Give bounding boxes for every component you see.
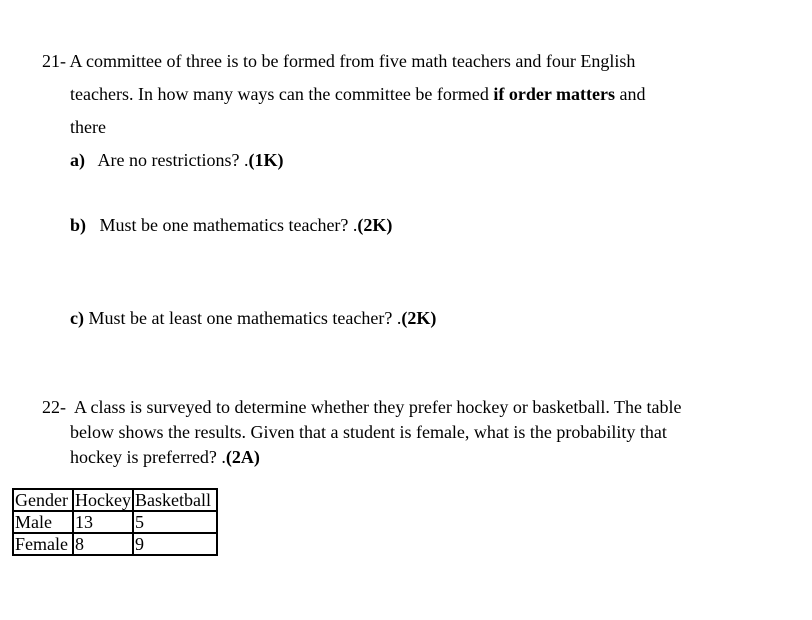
survey-table <box>12 488 218 556</box>
q21-text-line1: A committee of three is to be formed from five math teachers and four English <box>69 51 636 71</box>
q21-c-label: c) <box>70 308 84 328</box>
cell-male-hockey: 13 <box>73 511 133 533</box>
q21-b-label: b) <box>70 215 87 235</box>
header-gender: Gender <box>13 489 73 511</box>
q21-part-b <box>70 214 392 236</box>
cell-female-gender: Female <box>13 533 73 555</box>
q22-line2 <box>70 421 667 443</box>
cell-male-basketball: 5 <box>133 511 217 533</box>
table-row <box>13 511 217 533</box>
q21-a-mark: (1K) <box>248 150 284 170</box>
cell-female-hockey: 8 <box>73 533 133 555</box>
q22-text-line1: A class is surveyed to determine whether they prefer hockey or basketball. The table <box>74 397 682 417</box>
q21-line1 <box>42 50 635 72</box>
q22-line1 <box>42 396 681 418</box>
q22-text-line3: hockey is preferred? . <box>70 447 226 467</box>
q21-a-label: a) <box>70 150 85 170</box>
q21-part-a <box>70 149 283 171</box>
cell-female-basketball: 9 <box>133 533 217 555</box>
q22-mark: (2A) <box>225 447 260 467</box>
q22-line3 <box>70 446 260 468</box>
q21-b-mark: (2K) <box>357 215 393 235</box>
q21-line2 <box>70 83 645 105</box>
cell-male-gender: Male <box>13 511 73 533</box>
q21-text-line2-pre: teachers. In how many ways can the committee be formed <box>70 84 494 104</box>
q21-line3 <box>70 116 106 138</box>
q21-number: 21- <box>42 51 66 71</box>
q21-c-mark: (2K) <box>401 308 437 328</box>
header-hockey: Hockey <box>73 489 133 511</box>
q21-c-text: Must be at least one mathematics teacher? . <box>88 308 402 328</box>
q21-emphasis: if order matters <box>493 84 615 104</box>
q21-text-line2-post: and <box>614 84 646 104</box>
q21-b-text: Must be one mathematics teacher? . <box>99 215 358 235</box>
q21-text-line3: there <box>70 117 106 137</box>
q21-part-c <box>70 307 436 329</box>
q22-text-line2: below shows the results. Given that a student is female, what is the probability that <box>70 422 667 442</box>
q22-number: 22- <box>42 397 66 417</box>
header-basketball: Basketball <box>133 489 217 511</box>
table-header-row <box>13 489 217 511</box>
table-row <box>13 533 217 555</box>
q21-a-text: Are no restrictions? . <box>97 150 249 170</box>
